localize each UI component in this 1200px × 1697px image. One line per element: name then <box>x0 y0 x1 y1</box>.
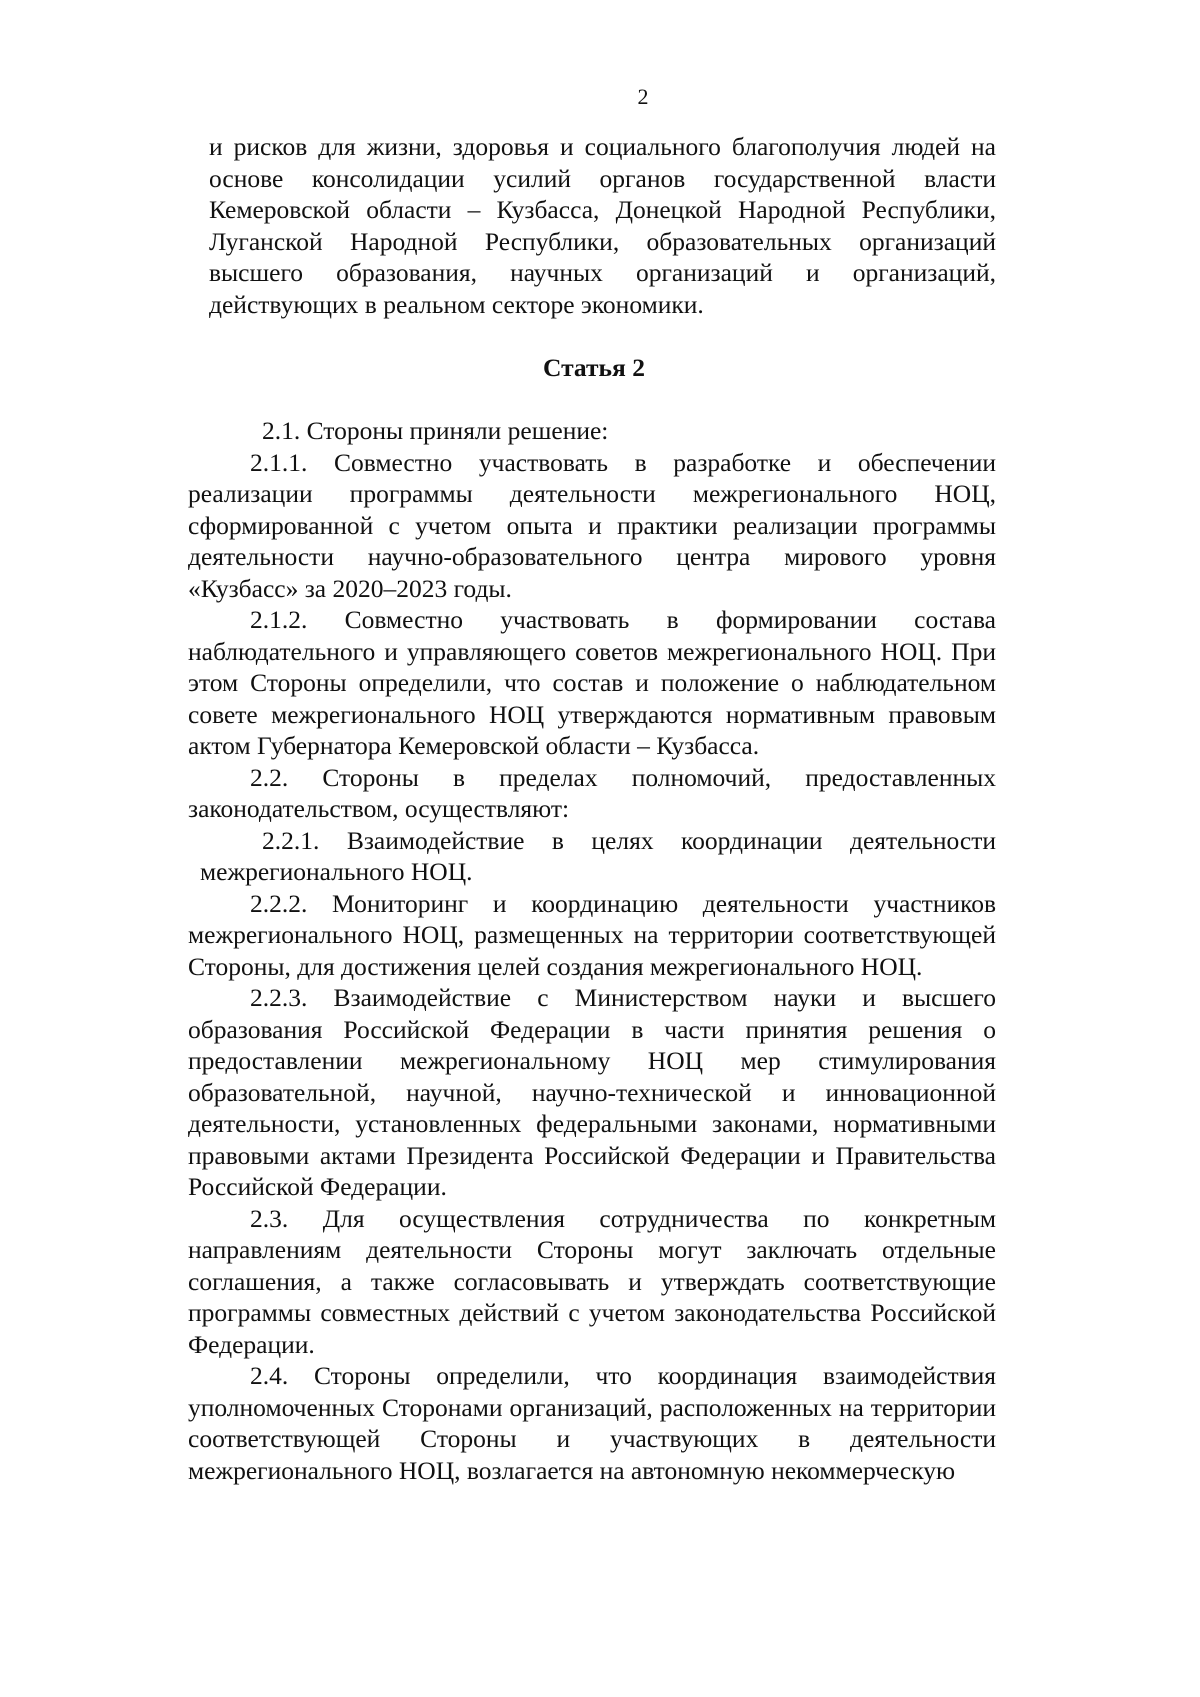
paragraph-2-2-3: 2.2.3. Взаимодействие с Министерством науки и высшего образования Российской Федерации в части принятия решения о предоставлении межрегиональному НОЦ мер стимулирования образовательной, научной, научно-технической и инновационной деятельности, установленных федеральными законами, нормативными правовыми актами Президента Российской Федерации и Правительства Российской Федерации. <box>188 983 996 1201</box>
paragraph-2-3: 2.3. Для осуществления сотрудничества по конкретным направлениям деятельности Стороны могут заключать отдельные соглашения, а также согласовывать и утверждать соответствующие программы совместных действий с учетом законодательства Российской Федерации. <box>188 1203 996 1359</box>
continued-paragraph: и рисков для жизни, здоровья и социального благополучия людей на основе консолидации усилий органов государственной власти Кемеровской области – Кузбасса, Донецкой Народной Республики, Луганской Народной Республики, образовательных организаций высшего образования, научных организаций и организаций, действующих в реальном секторе экономики. <box>209 132 996 319</box>
continued-paragraph-block <box>209 131 996 320</box>
paragraph-2-1-1: 2.1.1. Совместно участвовать в разработке и обеспечении реализации программы деятельности межрегионального НОЦ, сформированной с учетом опыта и практики реализации программы деятельности научно-образовательного центра мирового уровня «Кузбасс» за 2020–2023 годы. <box>188 447 996 603</box>
article-heading: Статья 2 <box>543 353 645 382</box>
paragraph-2-4: 2.4. Стороны определили, что координация взаимодействия уполномоченных Сторонами организаций, расположенных на территории соответствующей Стороны и участвующих в деятельности межрегионального НОЦ, возлагается на автономную некоммерческую <box>188 1361 996 1485</box>
article-body <box>188 415 996 1486</box>
paragraph-2-1: 2.1. Стороны приняли решение: <box>262 416 609 445</box>
paragraph-2-1-2: 2.1.2. Совместно участвовать в формировании состава наблюдательного и управляющего советов межрегионального НОЦ. При этом Стороны определили, что состав и положение о наблюдательном совете межрегионального НОЦ утверждаются нормативным правовым актом Губернатора Кемеровской области – Кузбасса. <box>188 605 996 760</box>
paragraph-2-2-2: 2.2.2. Мониторинг и координацию деятельности участников межрегионального НОЦ, размещенных на территории соответствующей Стороны, для достижения целей создания межрегионального НОЦ. <box>188 888 996 981</box>
paragraph-2-2-1: 2.2.1. Взаимодействие в целях координации деятельности межрегионального НОЦ. <box>200 825 996 886</box>
page-number: 2 <box>637 84 649 109</box>
paragraph-2-2: 2.2. Стороны в пределах полномочий, предоставленных законодательством, осуществляют: <box>188 762 996 823</box>
